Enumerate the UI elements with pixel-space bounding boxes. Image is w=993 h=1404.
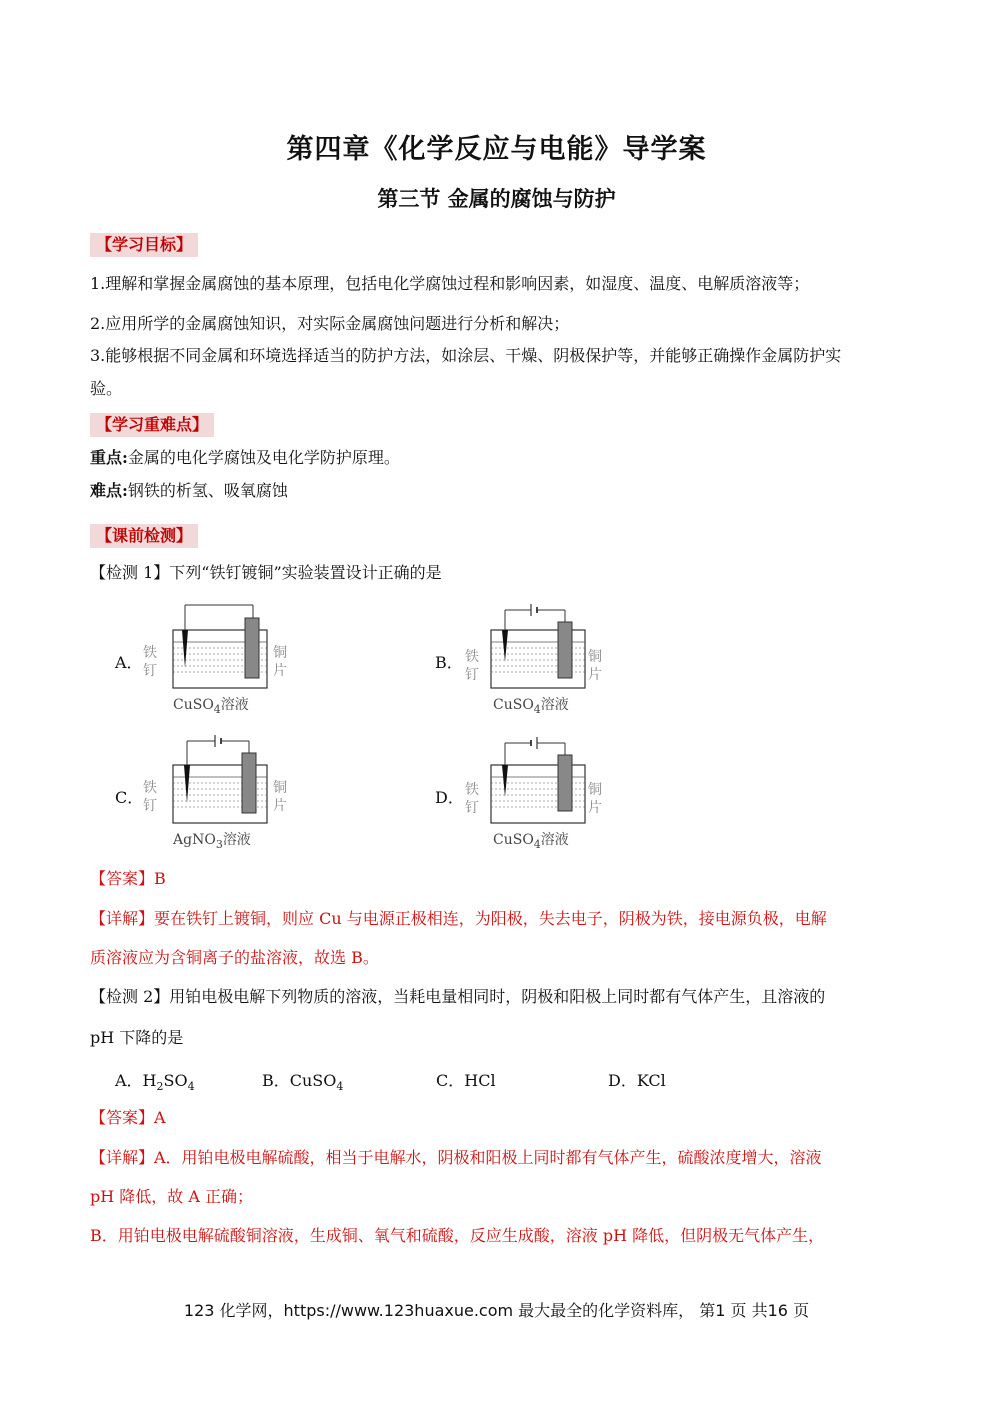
q2-option-c: C．HCl [436,1071,496,1090]
solution-label: CuSO$_4$溶液 [173,697,249,716]
solution-label: CuSO$_4$溶液 [493,832,569,851]
option-letter-a: A． [115,653,143,672]
hard-label: 难点: [90,481,128,500]
q1-stem: 【检测 1】下列“铁钉镀铜”实验装置设计正确的是 [90,563,442,582]
key-point [90,447,400,469]
cell-diagram [487,733,597,831]
q2-answer: 【答案】A [90,1108,166,1127]
apparatus-a [115,600,315,715]
apparatus-b [435,600,635,715]
hard-point [90,480,288,502]
q1-detail-line-2: 质溶液应为含铜离子的盐溶液，故选 B。 [90,948,379,967]
q2-stem-line-1: 【检测 2】用铂电极电解下列物质的溶液，当耗电量相同时，阴极和阳极上同时都有气体产生，且溶液的 [90,987,826,1006]
solution-label: CuSO$_4$溶液 [493,697,569,716]
section-subtitle: 第三节 金属的腐蚀与防护 [377,186,616,211]
option-letter-c: C． [115,788,144,807]
plate-label: 铜 片 [273,780,287,814]
q2-stem-line-2: pH 下降的是 [90,1028,184,1047]
goal-3: 3.能够根据不同金属和环境选择适当的防护方法，如涂层、干燥、阴极保护等，并能够正确操作金属防护实 [90,346,842,365]
goal-3-cont: 验。 [90,379,123,398]
hard-text: 钢铁的析氢、吸氧腐蚀 [127,481,288,500]
nail-label: 铁 钉 [465,649,479,683]
key-text: 金属的电化学腐蚀及电化学防护原理。 [127,448,400,467]
key-label: 重点: [90,448,128,467]
goal-2: 2.应用所学的金属腐蚀知识，对实际金属腐蚀问题进行分析和解决； [90,314,570,333]
nail-label: 铁 钉 [143,645,157,679]
nail-label: 铁 钉 [465,782,479,816]
key-tag: 【学习重难点】 [90,413,214,437]
q1-answer: 【答案】B [90,869,166,888]
cell-diagram [165,600,275,695]
cell-diagram [487,600,597,695]
plate-label: 铜 片 [588,649,602,683]
option-letter-b: B． [435,653,463,672]
goals-tag: 【学习目标】 [90,233,198,257]
apparatus-c [115,733,315,851]
page-title: 第四章《化学反应与电能》导学案 [286,134,707,165]
q2-detail-line-2: pH 降低，故 A 正确； [90,1187,254,1206]
q2-detail-line-3: B．用铂电极电解硫酸铜溶液，生成铜、氧气和硫酸，反应生成酸，溶液 pH 降低，但阴极无气体产生， [90,1226,825,1245]
q2-option-a: A．$H_2SO_4$ [115,1071,195,1094]
q1-detail-line-1: 【详解】要在铁钉上镀铜，则应 Cu 与电源正极相连，为阳极，失去电子，阴极为铁，接电源负极，电解 [90,909,827,928]
q2-option-b: B．CuSO$_4$ [262,1071,344,1094]
goal-1: 1.理解和掌握金属腐蚀的基本原理，包括电化学腐蚀过程和影响因素，如湿度、温度、电解质溶液等； [90,274,810,293]
plate-label: 铜 片 [273,645,287,679]
pretest-tag: 【课前检测】 [90,524,198,548]
apparatus-d [435,733,635,851]
page-footer: 123 化学网，https://www.123huaxue.com 最大最全的化学资料库， 第1 页 共16 页 [183,1301,810,1320]
solution-label: AgNO$_3$溶液 [173,832,251,851]
plate-label: 铜 片 [588,782,602,816]
option-letter-d: D． [435,788,464,807]
q2-detail-line-1: 【详解】A．用铂电极电解硫酸，相当于电解水，阴极和阳极上同时都有气体产生，硫酸浓度增大，溶液 [90,1148,822,1167]
cell-diagram [165,733,275,831]
nail-label: 铁 钉 [143,780,157,814]
q2-option-d: D．KCl [608,1071,666,1090]
